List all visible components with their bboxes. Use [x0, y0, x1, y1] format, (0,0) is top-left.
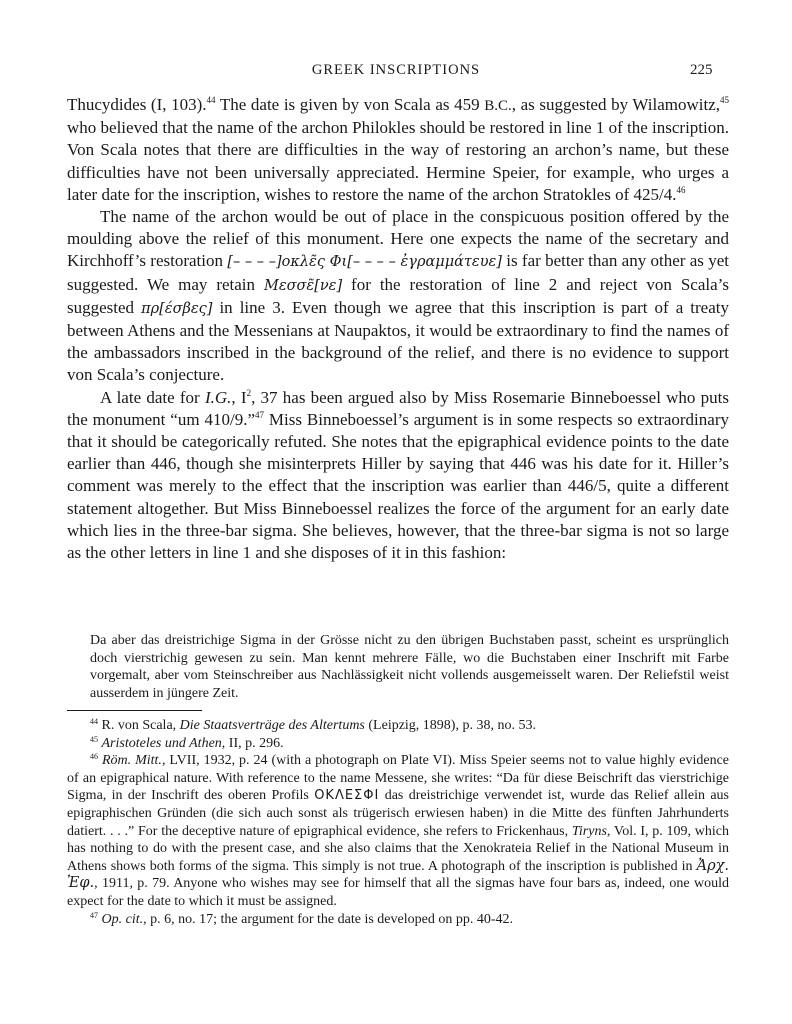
text: (Leipzig, 1898), p. 38, no. 53.	[364, 718, 536, 733]
text: for the restoration of line 2 and reject von Scala’s suggested	[67, 274, 729, 317]
text: , 1911, p. 79. Anyone who wishes may see for himself that all the sigmas have four bars as, indeed, one would expect for the date to which it must be assigned.	[67, 876, 729, 909]
footnote-number: 45	[90, 734, 98, 744]
paragraph-2	[67, 206, 729, 387]
quote-text: Da aber das dreistrichige Sigma in der Grösse nicht zu den übrigen Buchstaben passt, scheint es ursprünglich doch vierstrichig gewesen zu sein. Man kennt mehrere Fälle, wo die Buchstaben einer Inschrift mit Farbe vorgemalt, aber vom Steinschreiber aus Nachlässigkeit nicht vollends ausgemeisselt waren. Der Reliefstil weist ausserdem in jüngere Zeit.	[90, 633, 729, 701]
footnote-ref-44[interactable]: 44	[206, 95, 216, 105]
footnote-ref-46[interactable]: 46	[676, 184, 686, 195]
text: , as suggested by Wilamowitz,	[511, 95, 720, 114]
footnote-number: 44	[90, 717, 98, 726]
running-head	[0, 62, 792, 82]
paragraph-1	[67, 94, 729, 206]
text: , 37 has been argued also by Miss Rosemarie Binneboessel who puts the monument “um 410/9.”	[67, 387, 729, 429]
text: The date is given by von Scala as 459	[215, 95, 485, 114]
footnote-ref-45[interactable]: 45	[720, 95, 729, 105]
footnote-44	[67, 717, 729, 735]
greek-restoration-2: Μεσσε̃[νε]	[263, 277, 343, 294]
journal-abbrev: Ἀρχ. Ἐφ.	[67, 857, 729, 892]
edition-superscript: 2	[246, 387, 252, 398]
work-title: Die Staatsverträge des Altertums	[179, 718, 365, 733]
paragraph-3	[67, 387, 729, 565]
text: , II, p. 296.	[221, 735, 284, 751]
running-title: GREEK INSCRIPTIONS	[311, 62, 481, 78]
citation-ig: I.G.	[204, 387, 232, 407]
work-title: Op. cit.	[101, 911, 144, 927]
text: Miss Binneboessel’s argument is in some respects so extraordinary that it should be categorically refuted. She notes that the epigraphical evidence points to the date earlier than 446, though she misinterprets Hiller by saying that 446 was his date for it. Hiller’s comment was merely to the effect that the inscription was earlier than 446/5, quite a different statement altogether. But Miss Binneboessel realizes the force of the argument for an early date which lies in the three-bar sigma. She believes, however, that the three-bar sigma is not so large as the other letters in line 1 and she disposes of it in this fashion:	[67, 409, 729, 563]
text: das dreistrichige verwendet ist, wurde das Relief allein aus epigraphischen Gründen (die sich auch sonst als trügerisch erwiesen haben) in die Mitte des fünften Jahrhunderts datiert. . . .” For the deceptive nature of epigraphical evidence, she refers to Frickenhaus,	[67, 788, 729, 839]
footnote-46	[67, 752, 729, 910]
text: , I	[231, 387, 247, 407]
text: who believed that the name of the archon Philokles should be restored in line 1 of the inscription. Von Scala notes that there are difficulties in the way of restoring an archon’s name, but these difficulties have not been universally appreciated. Hermine Speier, for example, who urges a later date for the inscription, wishes to restore the name of the archon Stratokles of 425/4.	[67, 118, 729, 204]
text: Thucydides (I, 103).	[67, 95, 207, 114]
work-title-tiryns: Tiryns	[571, 823, 607, 839]
page-number: 225	[690, 62, 713, 78]
work-title: Aristoteles und Athen	[101, 735, 222, 751]
block-quote	[90, 632, 729, 702]
greek-restoration-1: [– – – –]οκλε̃ς Φι[– – – – ἐγραμμάτευε]	[227, 254, 502, 271]
text: , p. 6, no. 17; the argument for the date is developed on pp. 40-42.	[143, 911, 513, 927]
text: is far better than any other as yet suggested. We may retain	[67, 251, 729, 294]
footnote-number: 47	[90, 910, 98, 920]
footnote-number: 46	[90, 752, 98, 762]
footnote-47	[67, 911, 729, 929]
footnotes	[67, 717, 729, 928]
greek-restoration-3: πρ[έσβες]	[141, 300, 213, 317]
text: R. von Scala,	[98, 718, 180, 733]
footnote-ref-47[interactable]: 47	[255, 409, 264, 420]
text: , Vol. I, p. 109, which has nothing to do with the present case, and she also claims that the Xenokrateia Relief in the National Museum in Athens shows both forms of the sigma. This simply is not true. A photograph of the inscription is published in	[67, 823, 729, 874]
text: A late date for	[100, 387, 205, 407]
profile-inscription-letters: ΟΚΛΕΣΦΙ	[314, 788, 380, 804]
text: , LVII, 1932, p. 24 (with a photograph on Plate VI). Miss Speier seems not to value highly evidence of an epigraphical nature. With reference to the name Messene, she writes: “Da für diese Beischrift das vierstrichige Sigma, in der Inschrift des oberen Profils	[67, 753, 730, 804]
footnote-divider	[67, 710, 202, 711]
era-abbrev: B.C.	[484, 98, 512, 114]
work-title: Röm. Mitt.	[101, 753, 162, 769]
footnote-45	[67, 735, 729, 753]
text: The name of the archon would be out of place in the conspicuous position offered by the moulding above the relief of this monument. Here one expects the name of the secretary and Kirchhoff’s restoration	[67, 207, 729, 271]
body-text	[67, 94, 729, 564]
text: in line 3. Even though we agree that this inscription is part of a treaty between Athens and the Messenians at Naupaktos, it would be extraordinary to find the names of the ambassadors inscribed in the background of the relief, and there is no evidence to support von Scala’s conjecture.	[67, 297, 729, 385]
